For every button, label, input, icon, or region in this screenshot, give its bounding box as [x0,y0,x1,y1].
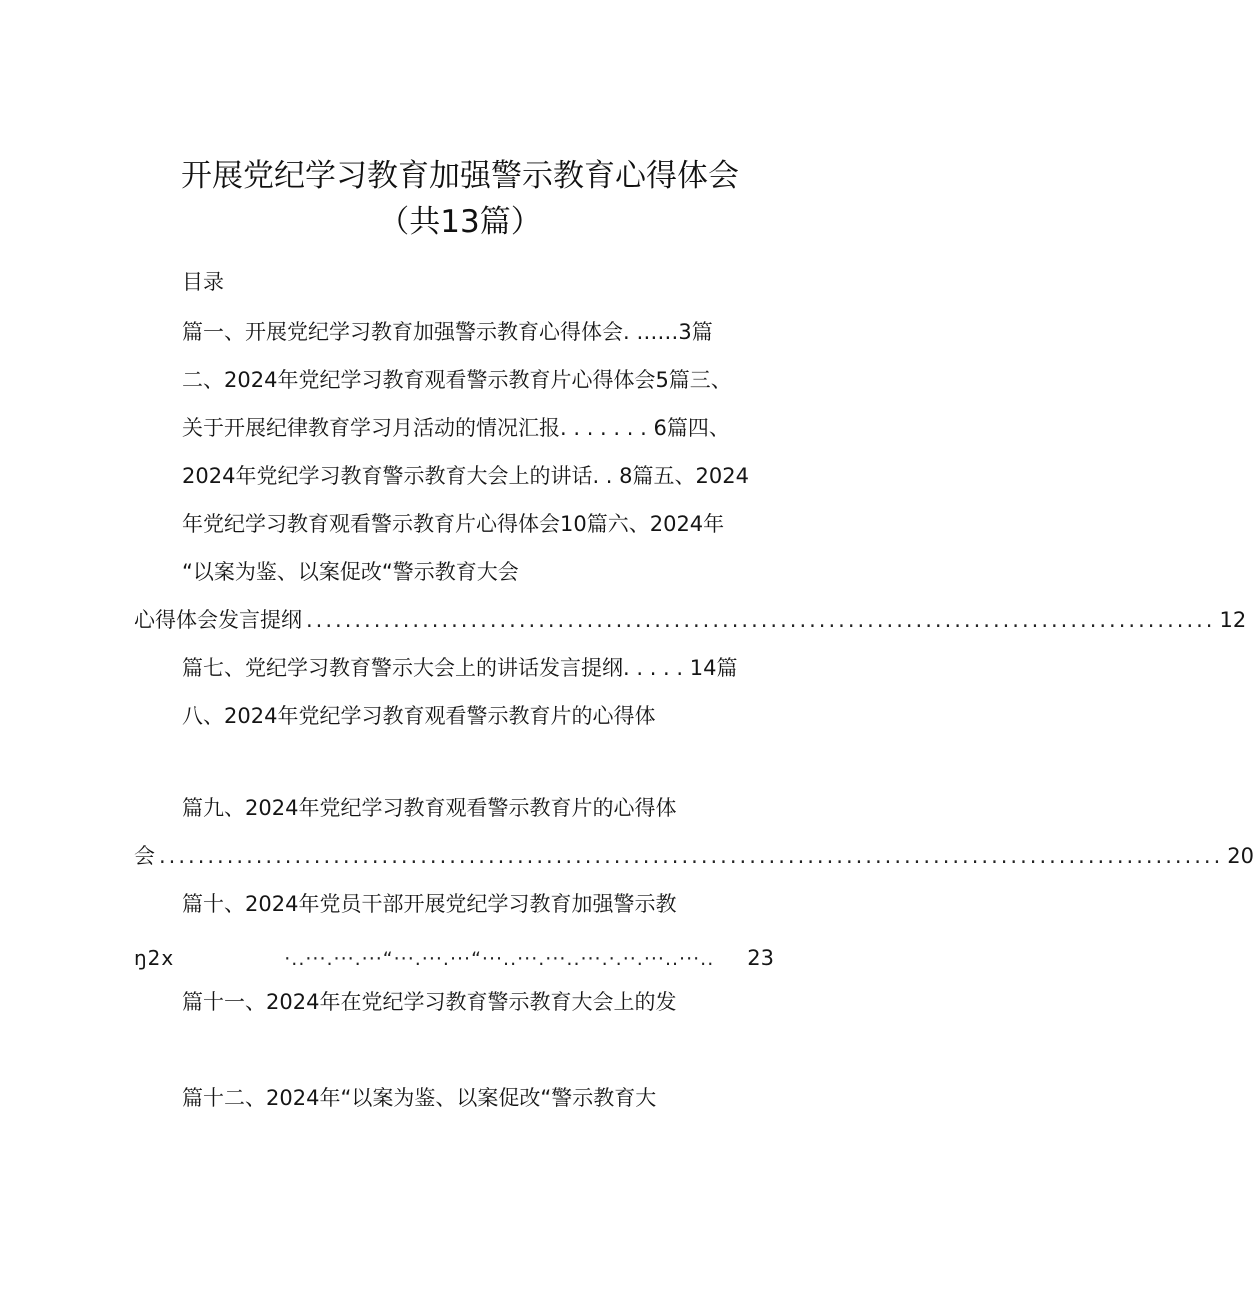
toc-line: 篇一、开展党纪学习教育加强警示教育心得体会. ……3篇 [182,320,713,344]
toc-entry-text: 会 [134,844,155,868]
dot-leader: ·..···.···.···“···.···.···“···..···.···..···.·.··.···..···.. [284,948,715,970]
toc-line: 二、2024年党纪学习教育观看警示教育片心得体会5篇三、 [182,368,732,392]
toc-page-number: 23 [747,946,774,970]
document-title: 开展党纪学习教育加强警示教育心得体会 [181,158,739,194]
toc-line: 年党纪学习教育观看警示教育片心得体会10篇六、2024年 [182,512,725,536]
toc-heading: 目录 [182,270,224,294]
document-subtitle: （共13篇） [378,204,542,240]
toc-line: 篇十、2024年党员干部开展党纪学习教育加强警示教 [182,892,677,916]
dot-leader: .............................................................................................................. [159,844,1224,868]
toc-entry-with-leader [134,606,1247,634]
toc-entry-garbled [134,944,774,973]
dot-leader: .............................................................................................. [306,608,1216,632]
toc-line: 关于开展纪律教育学习月活动的情况汇报. . . . . . . 6篇四、 [182,416,730,440]
toc-line: 篇九、2024年党纪学习教育观看警示教育片的心得体 [182,796,677,820]
toc-page-number: 20 [1227,844,1254,868]
toc-entry-text: ŋ2x [134,946,175,970]
toc-line: 篇十二、2024年“以案为鉴、以案促改“警示教育大 [182,1086,657,1110]
toc-line: 八、2024年党纪学习教育观看警示教育片的心得体 [182,704,656,728]
toc-line: 篇十一、2024年在党纪学习教育警示教育大会上的发 [182,990,677,1014]
toc-entry-with-leader [134,842,1254,870]
toc-line: “以案为鉴、以案促改“警示教育大会 [182,560,519,584]
toc-line: 篇七、党纪学习教育警示大会上的讲话发言提纲. . . . . 14篇 [182,656,738,680]
toc-entry-text: 心得体会发言提纲 [134,608,302,632]
toc-line: 2024年党纪学习教育警示教育大会上的讲话. . 8篇五、2024 [182,464,749,488]
toc-page-number: 12 [1219,608,1247,632]
